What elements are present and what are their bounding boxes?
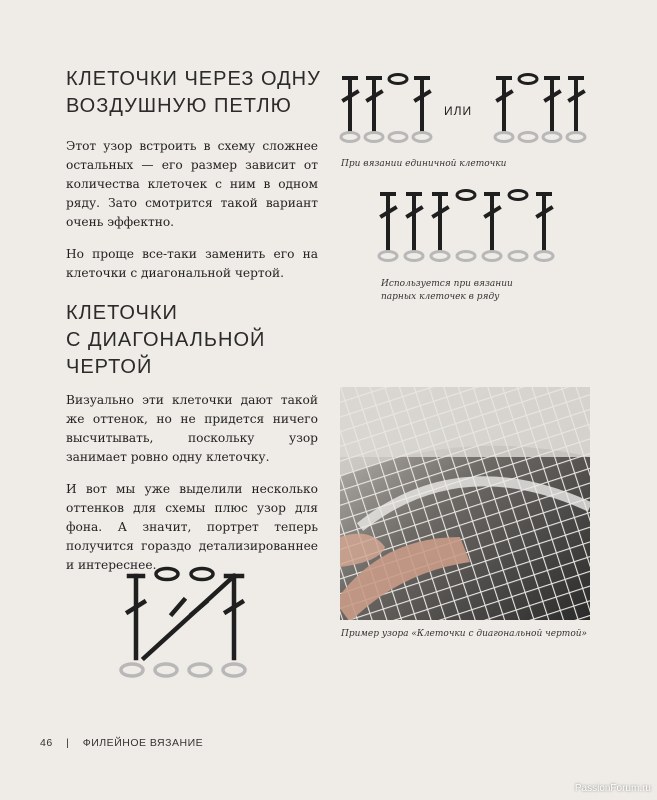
crochet-diagram-single-b — [494, 70, 594, 145]
footer-separator: | — [66, 737, 70, 749]
paragraph: Но проще все-таки заменить его на клеточки с диагональной чертой. — [66, 247, 318, 280]
book-title: ФИЛЕЙНОЕ ВЯЗАНИЕ — [82, 737, 204, 749]
paragraph: И вот мы уже выделили несколько оттенков для схемы плюс узор для фона. А значит, портрет теперь получится гораздо детализированнее и интереснее. — [66, 482, 318, 572]
or-label: ИЛИ — [444, 104, 473, 118]
diagram-caption-paired: Используется при вязании парных клеточек в ряду — [381, 279, 513, 302]
crochet-diagram-diagonal — [116, 562, 256, 682]
diagram-caption-single: При вязании единичной клеточки — [341, 159, 507, 169]
photo-caption: Пример узора «Клеточки с диагональной чертой» — [341, 629, 588, 639]
section-heading-1: КЛЕТОЧКИ ЧЕРЕЗ ОДНУ ВОЗДУШНУЮ ПЕТЛЮ — [66, 68, 321, 117]
section-text-2 — [66, 391, 318, 588]
lace-texture-image — [340, 387, 590, 620]
crochet-sample-photo — [340, 387, 590, 620]
page-number: 46 — [40, 737, 53, 749]
paragraph: Этот узор встроить в схему сложнее остальных — его размер зависит от количества клеточек с ним в одном ряду. Зато смотрится такой вариант очень эффектно. — [66, 139, 318, 229]
crochet-diagram-paired — [376, 186, 561, 264]
page-footer — [40, 737, 213, 749]
crochet-diagram-single-a — [340, 70, 440, 145]
paragraph: Визуально эти клеточки дают такой же оттенок, но не придется ничего высчитывать, поскольку узор занимает ровно одну клеточку. — [66, 393, 318, 464]
section-heading-2: КЛЕТОЧКИ С ДИАГОНАЛЬНОЙ ЧЕРТОЙ — [66, 302, 266, 378]
watermark: PassionForum.ru — [574, 783, 651, 794]
section-text-1 — [66, 137, 318, 296]
